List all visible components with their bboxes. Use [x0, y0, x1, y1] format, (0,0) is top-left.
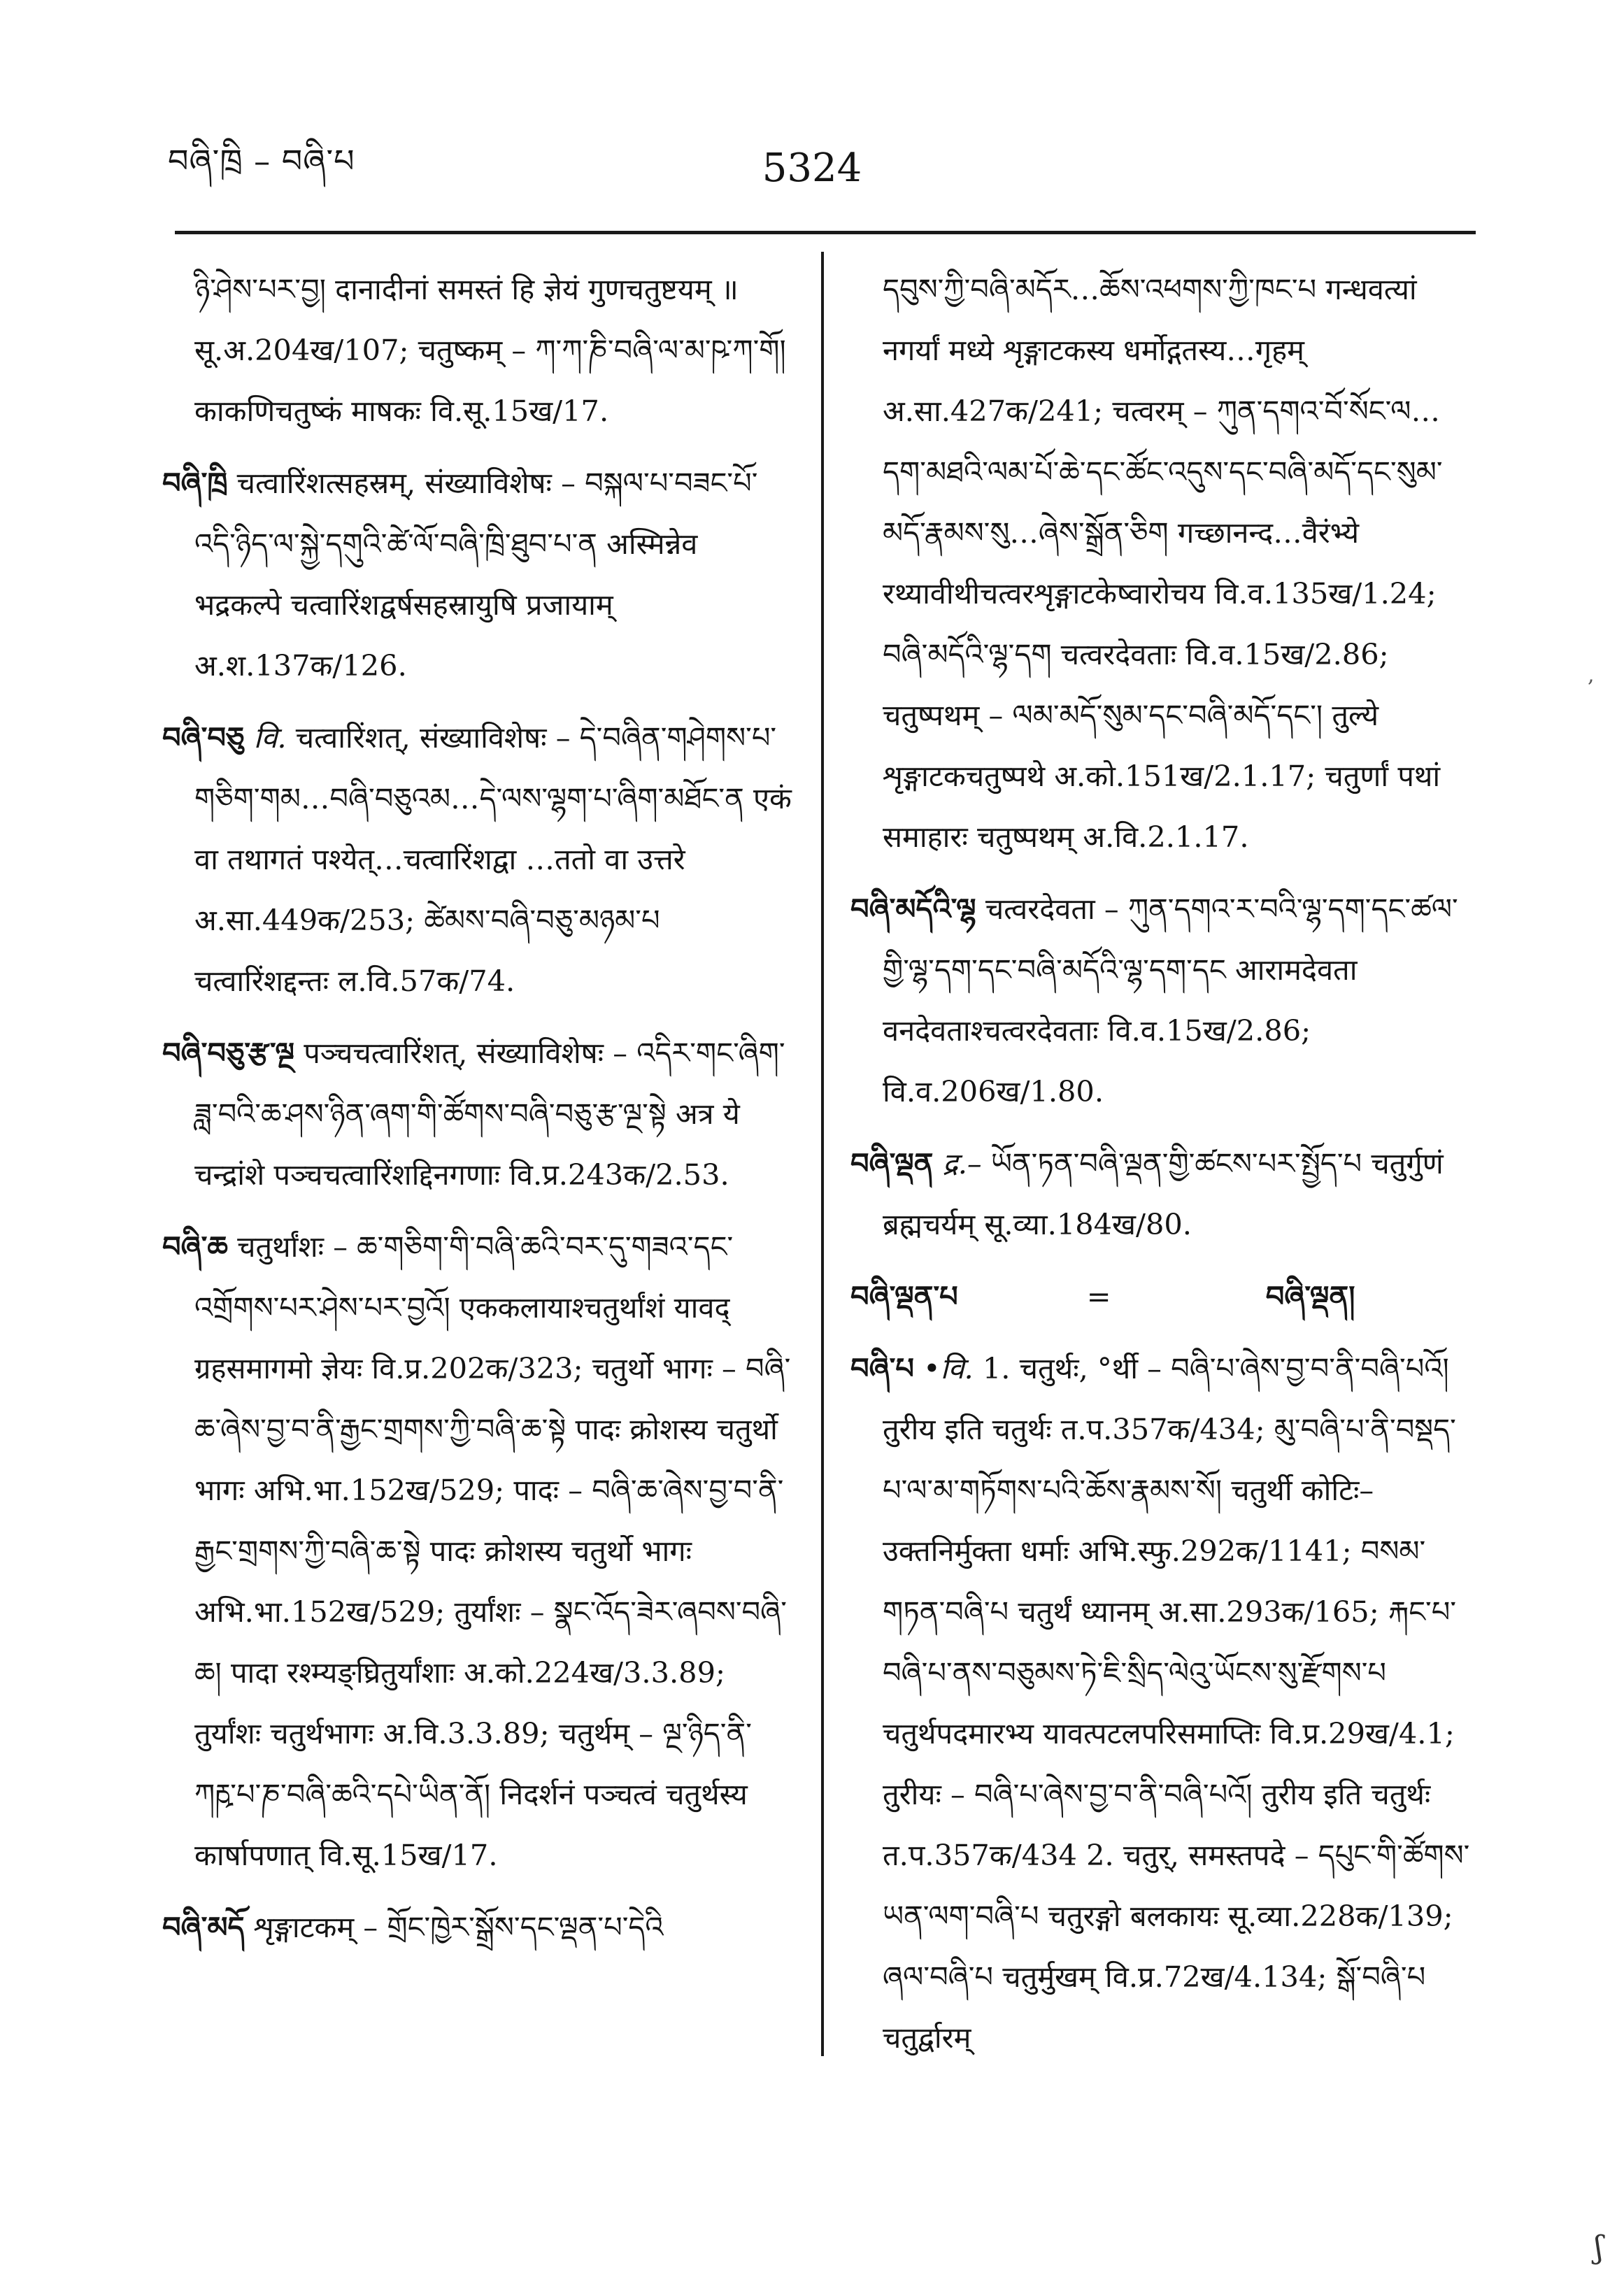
- entry-text: चत्वारिंशत्सहस्रम्, संख्याविशेषः – བསྐལ་པ་བཟང་པོ་འདི་ཉིད་ལ་སྐྱེ་དགུའི་ཚེ་ལོ་བཞི་ཁྲི་ཐུབ་པ་ན अस्मिन्नेव भद्रकल्पे चत्वारिंशद्वर्षसहस्रायुषि प्रजायाम् अ.श.137क/126.: [194, 466, 758, 683]
- running-head: བཞི་ཁྲི – བཞི་པ: [168, 142, 355, 180]
- page-number: 5324: [762, 145, 862, 191]
- entry-text: चतुर्थांशः – ཆ་གཅིག་གི་བཞི་ཆའི་བར་དུ་གཟའ་དང་འགྲོགས་པར་ཤེས་པར་བྱའོ། एककलायाश्चतुर्थांशं यावद् ग्रहसमागमो ज्ञेयः वि.प्र.202क/323; चतुर्थो भागः – བཞི་ཆ་ཞེས་བྱ་བ་ནི་རྒྱང་གྲགས་ཀྱི་བཞི་ཆ་སྟེ पादः क्रोशस्य चतुर्थो भागः अभि.भा.152ख/529; पादः – བཞི་ཆ་ཞེས་བྱ་བ་ནི་རྒྱང་གྲགས་ཀྱི་བཞི་ཆ་སྟེ पादः क्रोशस्य चतुर्थो भागः अभि.भा.152ख/529; तुर्यांशः – སྣང་འོད་ཟེར་ཞབས་བཞི་ཆ། पादा रश्म्यङ्घ्रितुर्यांशाः अ.को.224ख/3.3.89; तुर्यांशः चतुर्थभागः अ.वि.3.3.89; चतुर्थम् – ལྔ་ཉིད་ནི་ཀརྵ་པ་ཎ་བཞི་ཆའི་དཔེ་ཡིན་ནོ། निदर्शनं पञ्चत्वं चतुर्थस्य कार्षापणात् वि.सू.15ख/17.: [194, 1229, 791, 1872]
- headword: བཞི་ལྡན: [850, 1146, 934, 1181]
- entry-text: ཡོན་ཏན་བཞི་ལྡན་གྱི་ཚངས་པར་སྤྱོད་པ चतुर्गुणं ब्रह्मचर्यम् सू.व्या.184ख/80.: [883, 1146, 1444, 1241]
- dictionary-entry: [850, 1338, 1480, 2068]
- entry-text: ཉི་ཤེས་པར་བྱ། दानादीनां समस्तं हि ज्ञेयं गुणचतुष्टयम् ॥ सू.अ.204ख/107; चतुष्कम् – ཀ་ཀ་ཎི་བཞི་ལ་མ་ཥ་ཀ་གོ། काकणिचतुष्कं माषकः वि.सू.15ख/17.: [194, 272, 786, 428]
- dictionary-entry: [850, 878, 1480, 1122]
- headword: བཞི་ཁྲི: [162, 466, 228, 500]
- left-column: [162, 259, 792, 1969]
- entry-text: 1. चतुर्थः, °र्थी – བཞི་པ་ཞེས་བྱ་བ་ནི་བཞི་པའོ། तुरीय इति चतुर्थः त.प.357क/434; མུ་བཞི་པ་ནི་བསྡད་པ་ལ་མ་གཏོགས་པའི་ཆོས་རྣམས་སོ། चतुर्थी कोटिः–उक्तनिर्मुक्ता धर्माः अभि.स्फु.292क/1141; བསམ་གཏན་བཞི་པ चतुर्थं ध्यानम् अ.सा.293क/165; རྐང་པ་བཞི་པ་ནས་བཅུམས་ཏེ་ཇི་སྲིད་ལེའུ་ཡོངས་སུ་རྫོགས་པ चतुर्थपदमारभ्य यावत्पटलपरिसमाप्तिः वि.प्र.29ख/4.1; तुरीयः – བཞི་པ་ཞེས་བྱ་བ་ནི་བཞི་པའོ། तुरीय इति चतुर्थः त.प.357क/434 2. चतुर्, समस्तपदे – དཔུང་གི་ཚོགས་ཡན་ལག་བཞི་པ चतुरङ्गो बलकायः सू.व्या.228क/139; ཞལ་བཞི་པ चतुर्मुखम् वि.प्र.72ख/4.134; སྒོ་བཞི་པ चतुर्द्वारम्: [883, 1351, 1470, 2055]
- headword: བཞི་བཅུ་རྩ་ལྔ: [162, 1036, 294, 1070]
- headword: བཞི་པ: [850, 1351, 914, 1385]
- right-column: [850, 259, 1480, 2079]
- entry-text: चत्वरदेवता – ཀུན་དགའ་ར་བའི་ལྷ་དག་དང་ཚལ་གྱི་ལྷ་དག་དང་བཞི་མདོའི་ལྷ་དག་དང आरामदेवता वनदेवताश्चत्वरदेवताः वि.व.15ख/2.86; वि.व.206ख/1.80.: [883, 892, 1458, 1108]
- entry-continuation: [850, 259, 1480, 867]
- entry-text: དབུས་ཀྱི་བཞི་མདོར…ཆོས་འཕགས་ཀྱི་ཁང་པ गन्धवत्यां नगर्यां मध्ये शृङ्गाटकस्य धर्मोद्गतस्य…गृहम् अ.सा.427क/241; चत्वरम् – ཀུན་དགའ་བོ་སོང་ལ…དག་མཐའི་ལམ་པོ་ཆེ་དང་ཚོང་འདུས་དང་བཞི་མདོ་དང་སུམ་མདོ་རྣམས་སུ…ཞེས་སྒྲོན་ཅིག गच्छानन्द…वैरंभ्ये रथ्यावीथीचत्वरशृङ्गाटकेष्वारोचय वि.व.135ख/1.24; བཞི་མདོའི་ལྷ་དག चत्वरदेवताः वि.व.15ख/2.86; चतुष्पथम् – ལམ་མདོ་སུམ་དང་བཞི་མདོ་དང་། तुल्ये शृङ्गाटकचतुष्पथे अ.को.151ख/2.1.17; चतुर्णां पथां समाहारः चतुष्पथम् अ.वि.2.1.17.: [883, 272, 1443, 854]
- dictionary-entry: [162, 1022, 792, 1205]
- headword: བཞི་མདོའི་ལྷ: [850, 892, 976, 926]
- dictionary-entry: [850, 1133, 1480, 1255]
- dictionary-entry: [162, 1216, 792, 1885]
- dictionary-entry: [162, 452, 792, 696]
- margin-mark: ʃ: [1595, 2230, 1603, 2265]
- headword: བཞི་ལྡན་པ: [850, 1279, 958, 1313]
- page-header: [0, 0, 1624, 210]
- dictionary-entry: [162, 1897, 792, 1958]
- entry-text: चत्वारिंशत्, संख्याविशेषः – དེ་བཞིན་གཤེགས་པ་གཅིག་གམ…བཞི་བཅུའམ…དེ་ལས་ལྷག་པ་ཞིག་མཐོང་ན एकं वा तथागतं पश्येत्…चत्वारिंशद्वा …ततो वा उत्तरे अ.सा.449क/253; ཚེམས་བཞི་བཅུ་མཉམ་པ चत्वारिंशद्दन्तः ल.वि.57क/74.: [194, 720, 792, 998]
- headword: བཞི་ཆ: [162, 1229, 228, 1264]
- header-rule: [175, 231, 1476, 234]
- headword: བཞི་བཅུ: [162, 720, 245, 755]
- cross-reference-entry: བཞི་ལྡན་པ = བཞི་ལྡན།: [850, 1279, 1355, 1313]
- entry-text: पञ्चचत्वारिंशत्, संख्याविशेषः – འདིར་གང་ཞིག་ཟླ་བའི་ཆ་ཤས་ཉིན་ཞག་གི་ཚོགས་བཞི་བཅུ་རྩ་ལྔ་སྟེ अत्र ये चन्द्रांशे पञ्चचत्वारिंशद्दिनगणाः वि.प्र.243क/2.53.: [194, 1036, 785, 1192]
- reference-target: བཞི་ལྡན།: [1265, 1279, 1355, 1313]
- dictionary-entry: [162, 707, 792, 1011]
- grammar-label: •वि.: [923, 1351, 974, 1385]
- entry-continuation: [162, 259, 792, 441]
- headword: བཞི་མདོ: [162, 1910, 245, 1944]
- grammar-label: द्र.–: [942, 1146, 982, 1181]
- entry-text: शृङ्गाटकम् – གྲོང་ཁྱེར་སྒྲོས་དང་ལྡན་པ་དེའི: [253, 1910, 664, 1944]
- column-divider: [821, 252, 824, 2056]
- grammar-label: वि.: [253, 720, 287, 755]
- margin-mark: ,: [1588, 663, 1595, 687]
